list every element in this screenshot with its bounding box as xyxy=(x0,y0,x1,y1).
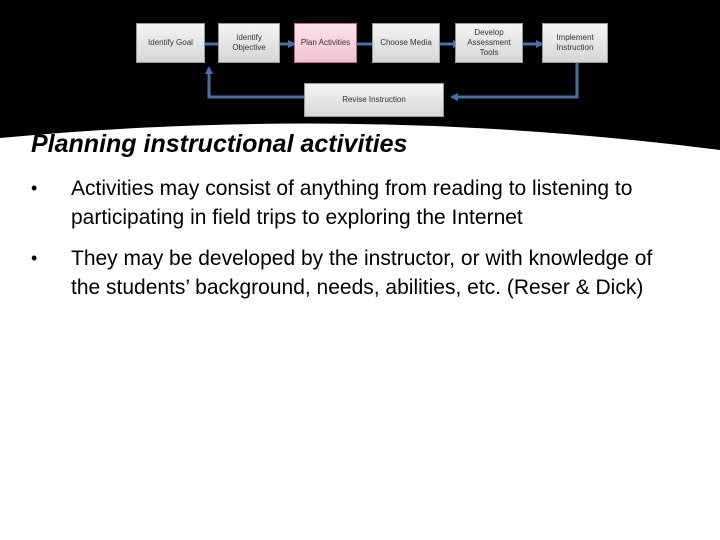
step-plan-activities: Plan Activities xyxy=(294,23,357,63)
step-develop-assessment-tools: Develop Assessment Tools xyxy=(455,23,523,63)
bullet-icon: • xyxy=(31,178,38,198)
step-identify-goal: Identify Goal xyxy=(136,23,205,63)
step-revise-instruction: Revise Instruction xyxy=(304,83,444,117)
diagram-banner xyxy=(0,0,720,150)
step-choose-media: Choose Media xyxy=(372,23,440,63)
step-implement-instruction: Implement Instruction xyxy=(542,23,608,63)
step-identify-objective: Identify Objective xyxy=(218,23,280,63)
banner-background xyxy=(0,0,720,150)
bullet-text: They may be developed by the instructor, or with knowledge of the students’ background, needs, abilities, etc. (Reser & Dick) xyxy=(71,247,653,299)
bullet-icon: • xyxy=(31,248,38,268)
bullet-item xyxy=(0,244,661,302)
bullet-item xyxy=(0,174,661,232)
bullet-list xyxy=(0,174,700,314)
slide-title: Planning instructional activities xyxy=(31,130,408,158)
bullet-text: Activities may consist of anything from reading to listening to participating in field trips to exploring the Internet xyxy=(71,177,633,229)
